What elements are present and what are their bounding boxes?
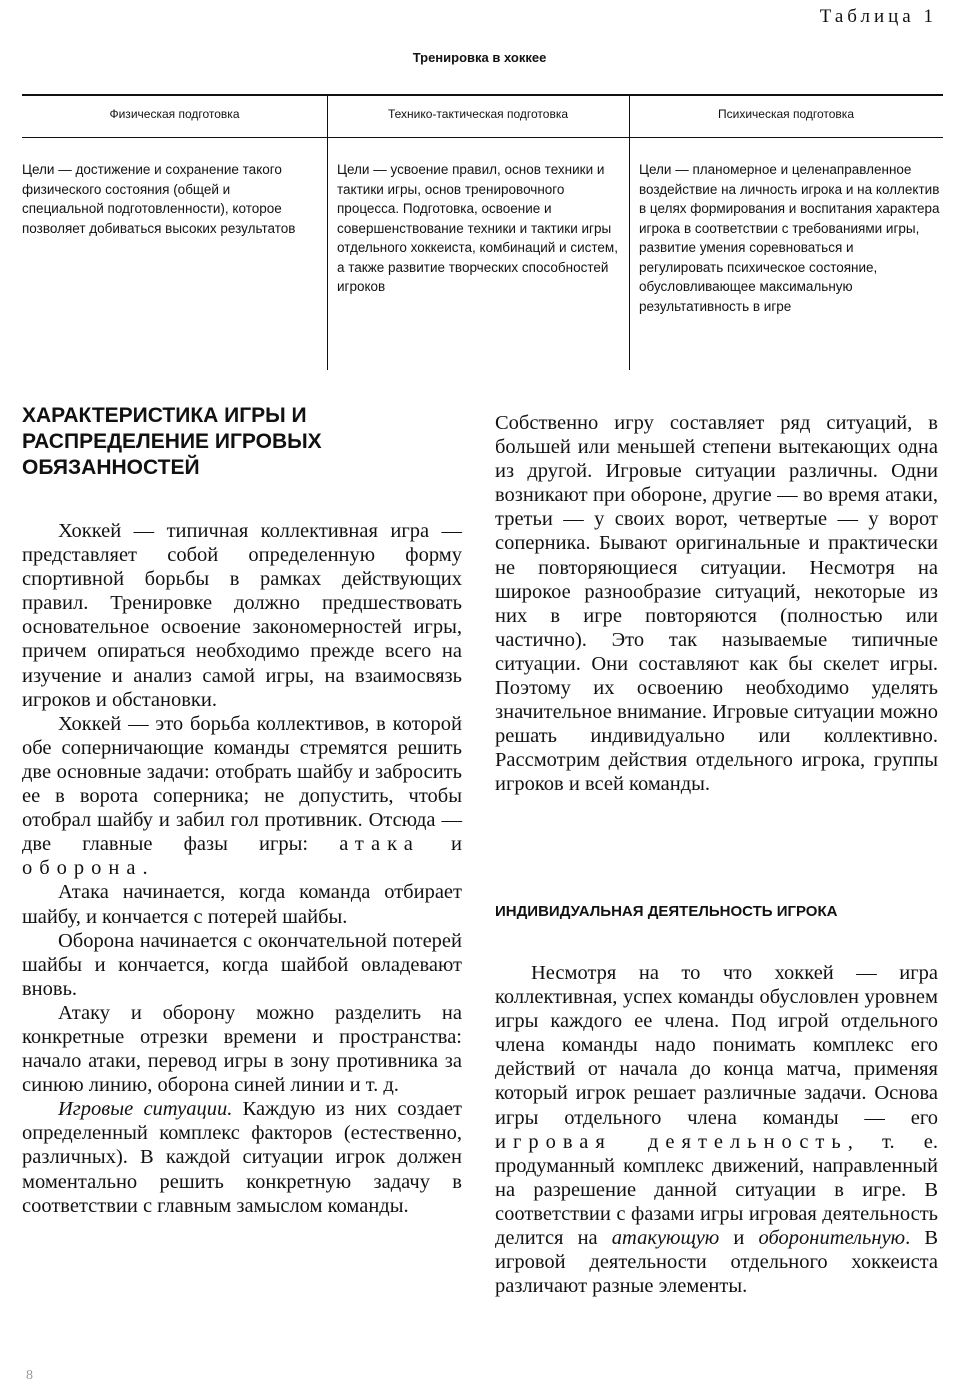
table-column-divider [629, 94, 630, 370]
table-column-divider [327, 94, 328, 370]
paragraph [22, 712, 462, 881]
italic-term: Игровые ситуации. [58, 1098, 233, 1121]
paragraph-text: Хоккей — это борьба коллективов, в которой обе соперничающие команды стремятся решить две основные задачи: отобрать шайбу и забросить ее в ворота соперника; не допустить, чтобы отобрал шайбу и забил гол противник. Отсюда — две главные фазы игры: [22, 712, 462, 856]
paragraph-text: , т. е. продуманный комплекс движений, направленный на разрешение данной ситуации в игре. В соответствии с фазами игры игровая деятельность делится на [495, 1130, 938, 1250]
page-number: 8 [26, 1368, 33, 1383]
table-number: Таблица 1 [819, 6, 937, 27]
table-header-tactical: Технико-тактическая подготовка [387, 107, 569, 121]
table-title: Тренировка в хоккее [412, 50, 547, 65]
paragraph [495, 961, 938, 1298]
paragraph-text: Каждую из них создает определенный комплекс факторов (естественно, различных). В каждой ситуации игрок должен моментально решить конкретную задачу в соответствии с главным замыслом команды. [22, 1098, 462, 1217]
conjunction: и [733, 1227, 745, 1250]
table-cell-tactical: Цели — усвоение правил, основ техники и тактики игры, основ тренировочного процесса. Подготовка, освоение и совершенствование техники и тактики игры отдельного хоккеиста, комбинаций и систем, а также развитие творческих способностей игроков [337, 162, 618, 294]
table-header-rule [22, 137, 943, 138]
paragraph: Атака начинается, когда команда отбирает шайбу, и кончается с потерей шайбы. [22, 881, 462, 928]
table-cell-psychological: Цели — планомерное и целенаправленное воздействие на личность игрока и на коллектив в целях формирования и воспитания характера игрока в соответствии с требованиями игры, развитие умения соревноваться и регулировать психическое состояние, обусловливающее максимальную результативность в игре [639, 162, 940, 314]
italic-term: атакующую [611, 1227, 720, 1250]
training-table [22, 94, 943, 370]
paragraph-text: Несмотря на то что хоккей — игра коллективная, успех команды обусловлен уровнем игры каждого ее члена. Под игрой отдельного члена команды надо понимать комплекс его действий от начала до конца матча, применяя который игрок решает различные задачи. Основа игры отдельного члена команды — его [495, 962, 938, 1129]
table-header-physical: Физическая подготовка [109, 107, 240, 121]
paragraph [22, 1097, 462, 1217]
table-cell-physical: Цели — достижение и сохранение такого физического состояния (общей и специальной подготовленности), которое позволяет добиваться высоких результатов [22, 162, 296, 236]
term-attack: атака [339, 833, 420, 856]
period: . [142, 857, 148, 880]
section-heading: ХАРАКТЕРИСТИКА ИГРЫ И РАСПРЕДЕЛЕНИЕ ИГРОВЫХ ОБЯЗАННОСТЕЙ [22, 404, 322, 479]
left-column [22, 519, 462, 1218]
paragraph: Оборона начинается с окончательной потерей шайбы и кончается, когда шайбой овладевают вновь. [22, 929, 462, 1000]
paragraph: Атаку и оборону можно разделить на конкретные отрезки времени и пространства: начало атаки, перевод игры в зону противника за синюю линию, оборона синей линии и т. д. [22, 1001, 462, 1097]
conjunction: и [451, 833, 463, 856]
table-top-rule [22, 94, 943, 96]
right-column-bottom [495, 961, 938, 1298]
paragraph: Хоккей — типичная коллективная игра — представляет собой определенную форму спортивной борьбы в рамках действующих правил. Тренировке должно предшествовать основательное освоение закономерностей игры, причем опираться необходимо прежде всего на изучение и анализ самой игры, на взаимосвязь игроков и обстановки. [22, 520, 462, 711]
right-column-top [495, 411, 938, 797]
paragraph-text: . В игровой деятельности отдельного хоккеиста различают разные элементы. [495, 1227, 938, 1298]
italic-term: оборонительную [758, 1227, 906, 1250]
term-game-activity: игровая деятельность [495, 1130, 848, 1153]
subsection-heading: ИНДИВИДУАЛЬНАЯ ДЕЯТЕЛЬНОСТЬ ИГРОКА [495, 903, 838, 920]
term-defense: оборона [22, 857, 143, 880]
table-header-psychological: Психическая подготовка [717, 107, 854, 121]
paragraph: Собственно игру составляет ряд ситуаций, в большей или меньшей степени вытекающих одна из другой. Игровые ситуации различны. Одни возникают при обороне, другие — во время атаки, третьи — у своих ворот, четвертые — у ворот соперника. Бывают оригинальные и практически не повторяющиеся ситуации. Несмотря на широкое разнообразие ситуаций, некоторые из них в игре повторяются (полностью или частично). Это так называемые типичные ситуации. Они составляют как бы скелет игры. Поэтому их освоению необходимо уделять значительное внимание. Игровые ситуации можно решать индивидуально или коллективно. Рассмотрим действия отдельного игрока, группы игроков и всей команды. [495, 412, 938, 796]
